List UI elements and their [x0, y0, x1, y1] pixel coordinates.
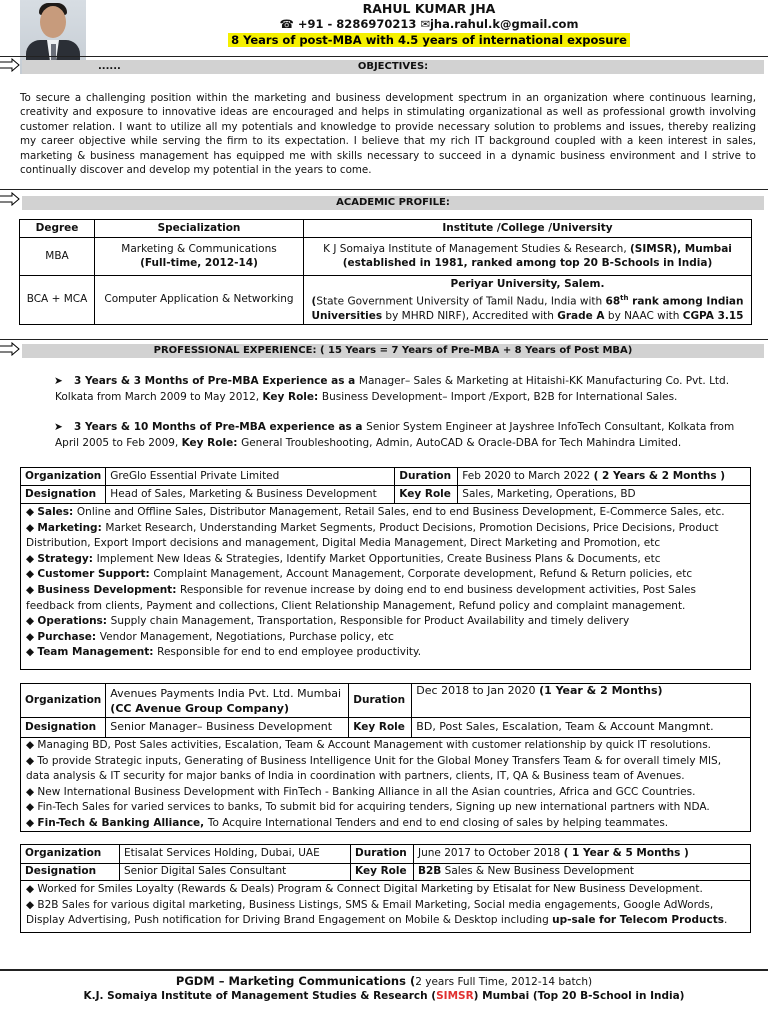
- key-role: Sales, Marketing, Operations, BD: [458, 486, 751, 504]
- arrow-right-icon: [0, 342, 20, 356]
- org-name: GreGlo Essential Private Limited: [106, 468, 395, 486]
- footer-institute: K.J. Somaiya Institute of Management Studies & Research (SIMSR) Mumbai (Top 20 B-School in India): [83, 990, 685, 1002]
- key-role: B2B Sales & New Business Development: [414, 864, 751, 881]
- divider: [0, 189, 768, 190]
- academic-table: [19, 219, 752, 325]
- objectives-band: ...... OBJECTIVES:: [22, 60, 764, 74]
- envelope-icon: ✉: [420, 17, 430, 31]
- experience-tagline: 8 Years of post-MBA with 4.5 years of international exposure: [90, 33, 768, 49]
- phone-number: +91 - 8286970213: [297, 17, 417, 31]
- footer-divider: [0, 969, 768, 971]
- key-role: BD, Post Sales, Escalation, Team & Account Mangmnt.: [412, 718, 751, 738]
- phone-icon: ☎: [279, 17, 294, 31]
- col-specialization: Specialization: [95, 220, 304, 238]
- divider: [0, 339, 768, 340]
- col-institute: Institute /College /University: [304, 220, 752, 238]
- table-header-row: [20, 220, 752, 238]
- pre-mba-item: ➤ 3 Years & 3 Months of Pre-MBA Experience as a Manager– Sales & Marketing at Hitaishi-KK Manufacturing Co. Pvt. Ltd. Kolkata from March 2009 to May 2012, Key Role: Business Development– Import /Export, B2B for International Sales.: [54, 375, 730, 403]
- org-name: Avenues Payments India Pvt. Ltd. Mumbai: [110, 686, 342, 700]
- divider: [0, 56, 768, 57]
- experience-heading: PROFESSIONAL EXPERIENCE: ( 15 Years = 7 Years of Pre-MBA + 8 Years of Post MBA): [153, 345, 633, 356]
- job-etisalat-table: Organization Etisalat Services Holding, Dubai, UAE Duration June 2017 to October 2018 ( 1 Year & 5 Months ) Designation Senior Digital Sales Consultant Key Role B2B Sales & New Business Development: [20, 844, 751, 881]
- arrow-bullet-icon: ➤: [54, 421, 63, 433]
- designation: Head of Sales, Marketing & Business Development: [106, 486, 395, 504]
- objectives-heading: OBJECTIVES:: [357, 61, 429, 72]
- arrow-right-icon: [0, 58, 20, 72]
- org-name: Etisalat Services Holding, Dubai, UAE: [120, 845, 351, 864]
- col-degree: Degree: [20, 220, 95, 238]
- candidate-name: RAHUL KUMAR JHA: [362, 1, 496, 16]
- arrow-right-icon: [0, 192, 20, 206]
- contact-line: [90, 17, 768, 32]
- job-greglo-table: Organization GreGlo Essential Private Limited Duration Feb 2020 to March 2022 ( 2 Years & 2 Months ) Designation Head of Sales, Marketing & Business Development Key Role Sales, Marketing, Operations, BD: [20, 467, 751, 504]
- academic-heading: ACADEMIC PROFILE:: [336, 197, 450, 208]
- job-etisalat-bullets: ◆ Worked for Smiles Loyalty (Rewards & Deals) Program & Connect Digital Marketing by Etisalat for New Business Development. ◆ B2B Sales for various digital marketing, Business Listings, SMS & Email Marketing, Social media engagements, Google AdWords, Display Advertising, Push notification for Driving Brand Engagement on Mobile & Desktop including up-sale for Telecom Products.: [20, 881, 751, 933]
- table-row: MBA Marketing & Communications (Full-time, 2012-14) K J Somaiya Institute of Management Studies & Research, (SIMSR), Mumbai (established in 1981, ranked among top 20 B-Schools in India): [20, 238, 752, 276]
- job-avenues-table: Organization Avenues Payments India Pvt. Ltd. Mumbai (CC Avenue Group Company) Duration Dec 2018 to Jan 2020 (1 Year & 2 Months) Designation Senior Manager– Business Development Key Role BD, Post Sales, Escalation, Team & Account Mangmnt.: [20, 683, 751, 738]
- objectives-text: To secure a challenging position within the marketing and business development spectrum in an organization where continuous learning, creativity and exposure to innovative ideas are encouraged and helps in stimulating organizational as well as professional growth involving customer relation. I want to utilize all my potentials and knowledge to provide necessary solution to problems and issues, thereby realizing my career objective while serving the firm to its expectation. I believe that my rich IT background coupled with a keen interest in sales, marketing & business management has equipped me with skills necessary to succeed in a dynamic business environment and I strive to continually discover and develop my potential in the years to come.: [20, 92, 756, 177]
- job-avenues-bullets: ◆ Managing BD, Post Sales activities, Escalation, Team & Account Management with customer relationship by quick IT resolutions. ◆ To provide Strategic inputs, Generating of Business Intelligence Unit for the Global Money Transfers Team & for overall timely MIS, data analysis & IT security for major banks of India in coordination with partners, clients, IT, QA & Business team of Avenues. ◆ New International Business Development with FinTech - Banking Alliance in all the Asian countries, Africa and GCC Countries. ◆ Fin-Tech Sales for varied services to banks, To submit bid for acquiring tenders, Signing up new international partners with NDA. ◆ Fin-Tech & Banking Alliance, To Acquire International Tenders and end to end closing of sales by helping teammates.: [20, 737, 751, 832]
- designation: Senior Digital Sales Consultant: [120, 864, 351, 881]
- pre-mba-item: ➤ 3 Years & 10 Months of Pre-MBA experience as a Senior System Engineer at Jayshree InfoTech Consultant, Kolkata from April 2005 to Feb 2009, Key Role: General Troubleshooting, Admin, AutoCAD & Oracle-DBA for Tech Mahindra Limited.: [54, 421, 735, 449]
- experience-band: [22, 344, 764, 358]
- email-address[interactable]: jha.rahul.k@gmail.com: [429, 17, 579, 31]
- job-greglo-bullets: ◆ Sales: Online and Offline Sales, Distributor Management, Retail Sales, end to end Business Development, E-Commerce Sales, etc. ◆ Marketing: Market Research, Understanding Market Segments, Product Decisions, Promotion Decisions, Price Decisions, Product Distribution, Export Import decisions and management, Digital Media Management, Direct Marketing and Promotion, etc ◆ Strategy: Implement New Ideas & Strategies, Identify Market Opportunities, Create Business Plans & Documents, etc ◆ Customer Support: Complaint Management, Account Management, Corporate development, Refund & Return policies, etc ◆ Business Development: Responsible for revenue increase by doing end to end business development activities, Post Sales feedback from clients, Payment and collections, Client Relationship Management, Refund policy and complaint management. ◆ Operations: Supply chain Management, Transportation, Responsible for Product Availability and timely delivery ◆ Purchase: Vendor Management, Negotiations, Purchase policy, etc ◆ Team Management: Responsible for end to end employee productivity.: [20, 504, 751, 670]
- academic-band: [22, 196, 764, 210]
- table-row: BCA + MCA Computer Application & Networking Periyar University, Salem. (State Government University of Tamil Nadu, India with 68th rank among Indian Universities by MHRD NIRF), Accredited with Grade A by NAAC with CGPA 3.15: [20, 276, 752, 325]
- designation: Senior Manager– Business Development: [106, 718, 349, 738]
- arrow-bullet-icon: ➤: [54, 375, 63, 387]
- footer-degree: PGDM – Marketing Communications (2 years Full Time, 2012-14 batch): [175, 974, 593, 988]
